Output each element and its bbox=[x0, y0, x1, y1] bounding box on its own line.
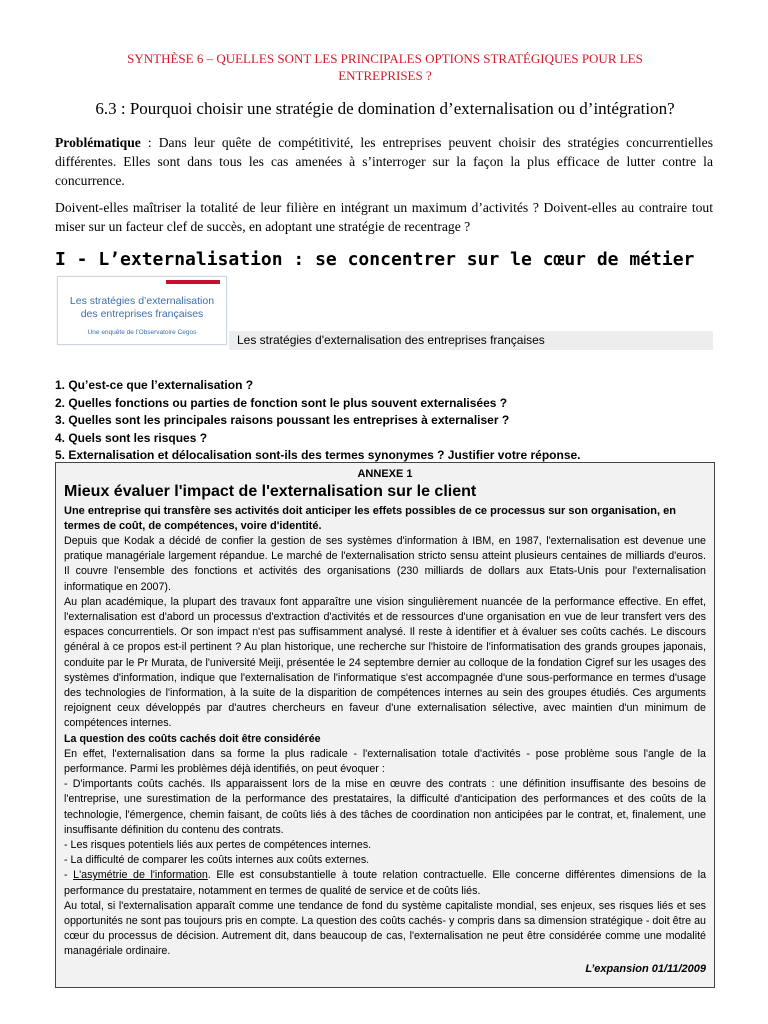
cover-subtitle: Une enquête de l’Observatoire Cegos bbox=[87, 329, 197, 336]
problem-text: : Dans leur quête de compétitivité, les entreprises peuvent choisir des stratégies concurrentielles différentes. Elles sont dans tous les cas amenées à s’interroger sur la façon la plus efficace de lutter contre la concurrence. bbox=[55, 135, 713, 188]
annex-paragraph: Depuis que Kodak a décidé de confier la gestion de ses systèmes d'information à IBM, en 1987, l'externalisation est devenue une pratique managériale largement répandue. Le marché de l'externalisation stricto sensu atteint plusieurs centaines de milliards d'euros. Il couvre l'ensemble des fonctions et activités des organisations (230 milliards de dollars aux Etats-Unis pour l'externalisation informatique en 2007). bbox=[64, 535, 706, 593]
cover-brand-bar bbox=[166, 280, 220, 284]
question-item: 3. Quelles sont les principales raisons poussant les entreprises à externaliser ? bbox=[55, 413, 510, 427]
document-title bbox=[60, 50, 710, 84]
annex-lead: Une entreprise qui transfère ses activités doit anticiper les effets possibles de ce processus sur son organisation, en termes de coût, de compétences, voire d'identité. bbox=[64, 505, 676, 532]
annex-paragraph: Au total, si l'externalisation apparaît comme une tendance de fond du système capitaliste mondial, ses enjeux, ses risques liés et ses opportunités ne sont pas toujours pris en compte. La question des coûts cachés- y compris dans sa dimension stratégique - doit être au cœur du processus de décision. Autrement dit, dans beaucoup de cas, l'externalisation ne peut être considérée comme une modalité managériale ordinaire. bbox=[64, 899, 706, 958]
cover-title: Les stratégies d’externalisation des entreprises françaises bbox=[69, 295, 215, 320]
title-line-1: SYNTHÈSE 6 – QUELLES SONT LES PRINCIPALES OPTIONS STRATÉGIQUES POUR LES bbox=[127, 51, 643, 66]
bullet-rest: . Elle est consubstantielle à toute relation contractuelle. Elle concerne différentes dimensions de la performance du prestataire, notamment en termes de qualité de service et de coûts liés. bbox=[64, 869, 707, 897]
question-item: 1. Qu’est-ce que l’externalisation ? bbox=[55, 378, 254, 392]
annex-bullet bbox=[64, 868, 706, 898]
problem-paragraph bbox=[55, 133, 713, 190]
problem-label: Problématique bbox=[55, 135, 141, 150]
bullet-prefix: - bbox=[64, 869, 74, 882]
annex-paragraph: Au plan académique, la plupart des travaux font apparaître une vision singulièrement nuancée de la performance effective. En effet, l'externalisation est d'abord un processus d'extraction d'activités et de ressources d'une organisation en vue de leur transfert vers des espaces concurrentiels. Or son impact n'est pas suffisamment analysé. Il reste à identifier et à évaluer ses coûts cachés. Le discours général à ce propos est-il pertinent ? Au plan historique, une recherche sur l'histoire de l'informatisation des grands groupes japonais, conduite par le Pr Murata, de l'université Meiji, présentée le 24 septembre dernier au colloque de la fondation Cigref sur les usages des systèmes d'information, indique que l'externalisation de l'informatique s'est accompagnée d'une sous-performance en termes d'usage des technologies de l'information, à la suite de la disparition de compétences internes au sein des groupes étudiés. Ces arguments rejoignent ceux développés par d'autres chercheurs en faveur d'une externalisation sélective, avec maintien d'un minimum de compétences internes. bbox=[64, 595, 706, 730]
annex-body bbox=[64, 534, 706, 960]
cover-caption-bar bbox=[229, 331, 713, 350]
question-item: 5. Externalisation et délocalisation sont-ils des termes synonymes ? Justifier votre réponse. bbox=[55, 448, 581, 462]
cover-caption: Les stratégies d'externalisation des entreprises françaises bbox=[237, 333, 545, 347]
question-item: 4. Quels sont les risques ? bbox=[55, 430, 208, 445]
annex-paragraph: En effet, l'externalisation dans sa forme la plus radicale - l'externalisation totale d'activités - pose problème sous l'angle de la performance. Parmi les problèmes déjà identifiés, on peut évoquer : bbox=[64, 747, 706, 776]
information-asymmetry-link[interactable]: L'asymétrie de l'information bbox=[73, 869, 208, 882]
annex-subheading: La question des coûts cachés doit être considérée bbox=[64, 732, 321, 745]
question-list bbox=[55, 377, 581, 465]
question-item: 2. Quelles fonctions ou parties de fonction sont le plus souvent externalisées ? bbox=[55, 395, 508, 410]
report-cover-image[interactable] bbox=[57, 276, 227, 345]
section-heading: I - L’externalisation : se concentrer sur le cœur de métier bbox=[55, 249, 695, 270]
annex-box bbox=[55, 462, 715, 988]
annex-bullet: - La difficulté de comparer les coûts internes aux coûts externes. bbox=[64, 854, 370, 867]
annex-source: L’expansion 01/11/2009 bbox=[585, 962, 706, 975]
annex-label: ANNEXE 1 bbox=[357, 468, 413, 480]
question-paragraph: Doivent-elles maîtriser la totalité de leur filière en intégrant un maximum d’activités ? Doivent-elles au contraire tout miser sur un facteur clef de succès, en adoptant une stratégie de recentrage ? bbox=[55, 200, 713, 234]
annex-bullet: - Les risques potentiels liés aux pertes de compétences internes. bbox=[64, 839, 372, 852]
annex-title: Mieux évaluer l'impact de l'externalisation sur le client bbox=[64, 483, 477, 500]
annex-bullet: - D'importants coûts cachés. Ils apparaissent lors de la mise en œuvre des contrats : une définition insuffisante des besoins de l'entreprise, une surestimation de la performance des prestataires, la difficulté d'anticipation des performances et des coûts de la technologie, l'émergence, chemin faisant, de coûts liés à des tâches de coordination non anticipées par le contrat, et, finalement, une insuffisante définition du contenu des contrats. bbox=[64, 778, 706, 836]
title-line-2: ENTREPRISES ? bbox=[338, 68, 432, 83]
document-subtitle: 6.3 : Pourquoi choisir une stratégie de domination d’externalisation ou d’intégration? bbox=[95, 99, 675, 118]
